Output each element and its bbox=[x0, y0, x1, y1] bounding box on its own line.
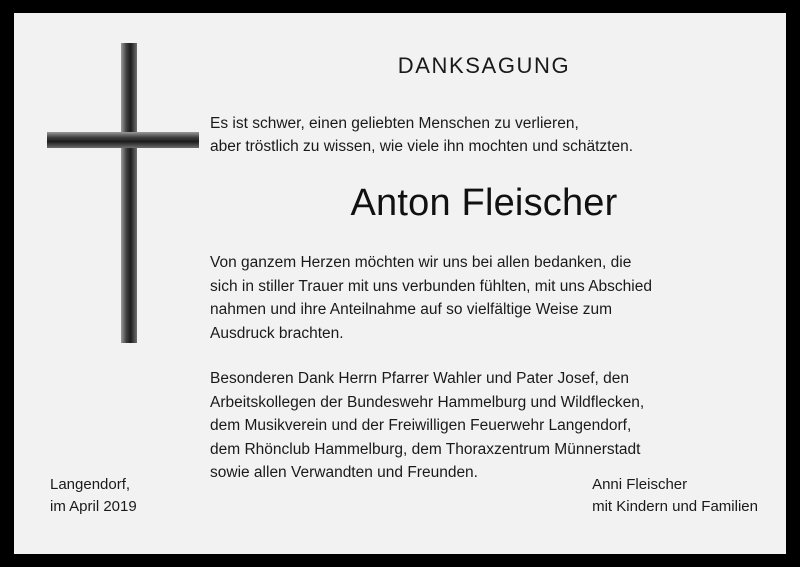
intro-line: Es ist schwer, einen geliebten Menschen zu verlieren, bbox=[210, 115, 579, 132]
paragraph-line: Besonderen Dank Herrn Pfarrer Wahler und Pater Josef, den bbox=[210, 370, 629, 387]
paragraph-line: dem Musikverein und der Freiwilligen Feuerwehr Langendorf, bbox=[210, 417, 632, 434]
paragraph-line: Ausdruck brachten. bbox=[210, 324, 344, 342]
paragraph-special-thanks bbox=[210, 367, 758, 485]
cross-horizontal-beam bbox=[47, 132, 199, 148]
intro-line: aber tröstlich zu wissen, wie viele ihn mochten und schätzten. bbox=[210, 138, 634, 155]
text-content bbox=[210, 13, 758, 554]
footer-place-date bbox=[50, 474, 137, 518]
footer-date: im April 2019 bbox=[50, 498, 137, 515]
paragraph-line: sich in stiller Trauer mit uns verbunden fühlten, mit uns Abschied bbox=[210, 277, 652, 295]
deceased-name: Anton Fleischer bbox=[350, 182, 618, 224]
paragraph-line: sowie allen Verwandten und Freunden. bbox=[210, 464, 478, 481]
christian-cross-icon bbox=[47, 43, 199, 343]
paragraph-line: dem Rhönclub Hammelburg, dem Thoraxzentrum Münnerstadt bbox=[210, 440, 641, 458]
footer-signature bbox=[592, 474, 758, 518]
footer-signatory-second: mit Kindern und Familien bbox=[592, 498, 758, 515]
footer-place: Langendorf, bbox=[50, 476, 131, 493]
paragraph-thanks bbox=[210, 251, 758, 345]
paragraph-line: Arbeitskollegen der Bundeswehr Hammelburg und Wildflecken, bbox=[210, 393, 645, 411]
paragraph-line: Von ganzem Herzen möchten wir uns bei allen bedanken, die bbox=[210, 254, 632, 271]
paragraph-line: nahmen und ihre Anteilnahme auf so vielfältige Weise zum bbox=[210, 301, 613, 318]
footer bbox=[50, 474, 758, 518]
intro-text bbox=[210, 112, 758, 158]
heading-danksagung: DANKSAGUNG bbox=[397, 53, 571, 78]
notice-panel bbox=[14, 13, 786, 554]
cross-illustration-area bbox=[14, 13, 210, 554]
cross-vertical-beam bbox=[121, 43, 137, 343]
footer-signatory: Anni Fleischer bbox=[592, 476, 688, 493]
